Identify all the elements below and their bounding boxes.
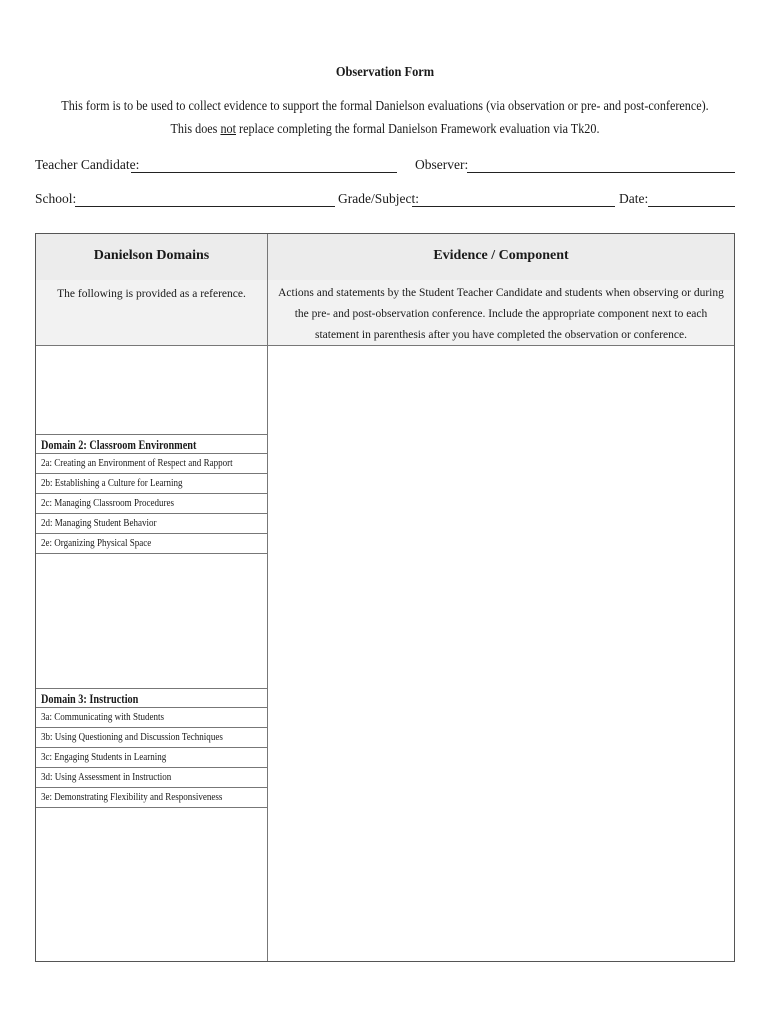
domain-2-item xyxy=(36,534,267,554)
date-label: Date: xyxy=(619,191,649,206)
domain-2-item xyxy=(36,474,267,494)
date-field[interactable] xyxy=(648,206,735,207)
teacher-candidate-label: Teacher Candidate: xyxy=(35,157,140,172)
domain-2-item xyxy=(36,454,267,474)
domain-3d-label: 3d: Using Assessment in Instruction xyxy=(41,771,172,783)
col1-subheader: The following is provided as a reference. xyxy=(57,288,246,300)
intro-line-2-underlined: not xyxy=(220,121,236,136)
col2-header: Evidence / Component xyxy=(433,248,569,263)
table-subheader-row xyxy=(36,280,734,346)
domain-3e-label: 3e: Demonstrating Flexibility and Responsiveness xyxy=(41,791,223,803)
domain-2c-label: 2c: Managing Classroom Procedures xyxy=(41,497,175,509)
observer-label: Observer: xyxy=(415,157,469,172)
domain-3b-label: 3b: Using Questioning and Discussion Techniques xyxy=(41,731,223,743)
domain-3-item xyxy=(36,788,267,808)
evidence-table xyxy=(35,233,735,962)
grade-subject-field[interactable] xyxy=(412,206,615,207)
school-label: School: xyxy=(35,191,77,206)
intro-line-2 xyxy=(39,121,732,137)
domain-3-title: Domain 3: Instruction xyxy=(41,692,139,706)
table-header-row xyxy=(36,234,734,281)
grade-subject-label: Grade/Subject: xyxy=(338,191,419,206)
domain-2a-label: 2a: Creating an Environment of Respect and Rapport xyxy=(41,457,233,469)
domain-2-title: Domain 2: Classroom Environment xyxy=(41,438,197,452)
domain-3-item xyxy=(36,768,267,788)
observer-field[interactable] xyxy=(467,172,735,173)
domain-2e-label: 2e: Organizing Physical Space xyxy=(41,537,152,549)
domain-3a-label: 3a: Communicating with Students xyxy=(41,711,165,723)
domain-3c-label: 3c: Engaging Students in Learning xyxy=(41,751,167,763)
teacher-candidate-field[interactable] xyxy=(131,172,397,173)
domain-3-item xyxy=(36,748,267,768)
domain-3-item xyxy=(36,728,267,748)
intro-line-2-before: This does xyxy=(170,121,221,136)
domain-2-heading xyxy=(36,434,267,454)
domain-2-item xyxy=(36,494,267,514)
school-field[interactable] xyxy=(75,206,335,207)
domain-3-item xyxy=(36,708,267,728)
intro-line-2-after: replace completing the formal Danielson Framework evaluation via Tk20. xyxy=(235,121,600,136)
evidence-entry-area[interactable] xyxy=(268,346,734,961)
domain-2d-label: 2d: Managing Student Behavior xyxy=(41,517,157,529)
domain-3-heading xyxy=(36,688,267,708)
domain-2-item xyxy=(36,514,267,534)
col1-header: Danielson Domains xyxy=(93,248,210,263)
intro-line-1: This form is to be used to collect evidence to support the formal Danielson evaluations (via observation or pre- and post-conference). xyxy=(61,98,709,113)
form-title: Observation Form xyxy=(335,64,435,79)
domain-2b-label: 2b: Establishing a Culture for Learning xyxy=(41,477,183,489)
col2-subheader: Actions and statements by the Student Teacher Candidate and students when observing or during the pre- and post-observation conference. Include the appropriate component next to each statement in parenthesis after you have completed the observation or conference. xyxy=(278,287,724,341)
